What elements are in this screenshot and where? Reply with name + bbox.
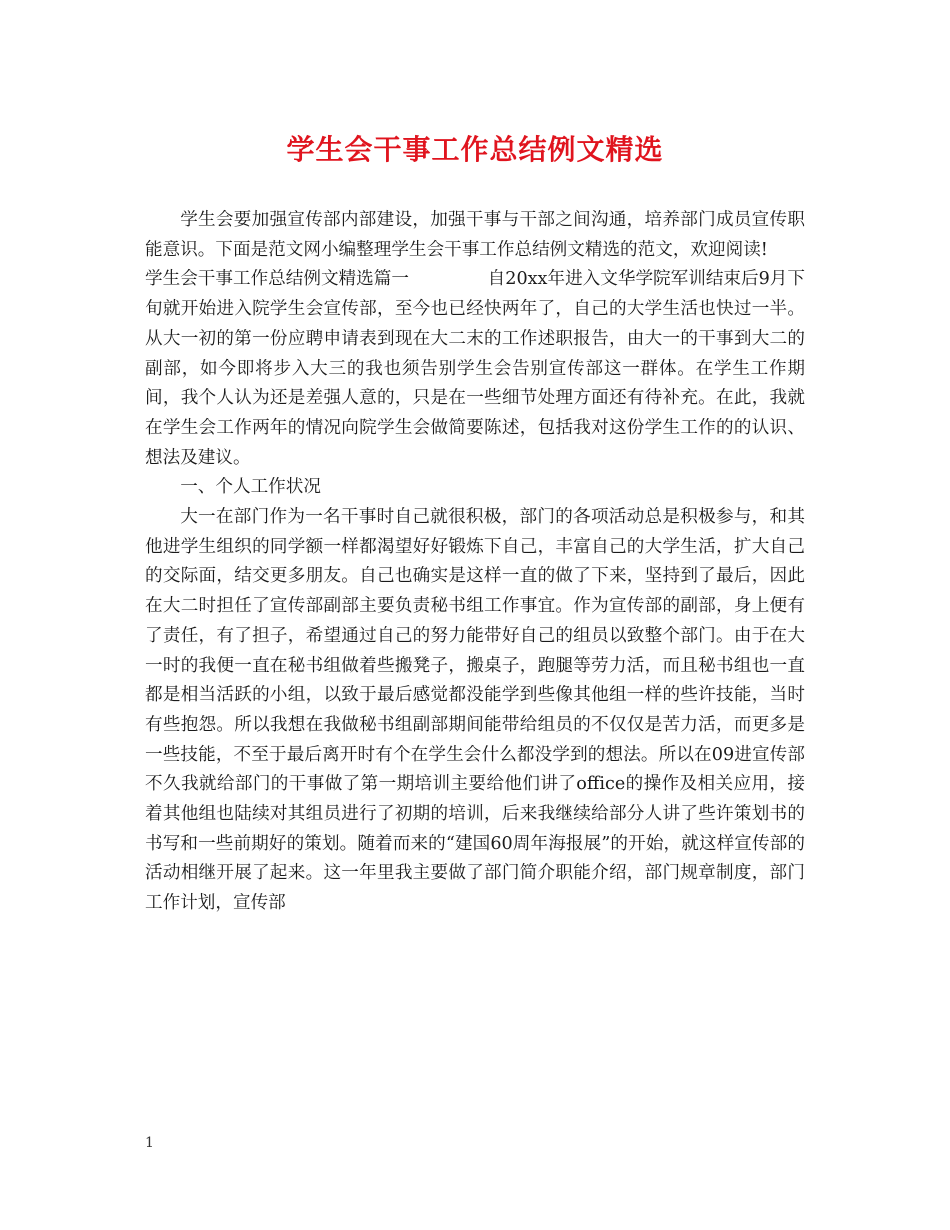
intro-paragraph: 学生会要加强宣传部内部建设，加强干事与干部之间沟通，培养部门成员宣传职能意识。下面是范文网小编整理学生会干事工作总结例文精选的范文，欢迎阅读! — [145, 210, 805, 260]
section-paragraph: 旬就开始进入院学生会宣传部，至今也已经快两年了，自己的大学生活也快过一半。从大一初的第一份应聘申请表到现在大二末的工作述职报告，由大一的干事到大二的副部，如今即将步入大三的我也须告别学生会告别宣传部这一群体。在学生工作期间，我个人认为还是差强人意的，只是在一些细节处理方面还有待补充。在此，我就在学生会工作两年的情况向院学生会做简要陈述，包括我对这份学生工作的的认识、想法及建议。 — [145, 299, 805, 468]
section-title: 学生会干事工作总结例文精选篇一 — [145, 269, 409, 290]
subheading: 一、个人工作状况 — [180, 477, 321, 498]
body-paragraph-2: 大一在部门作为一名干事时自己就很积极，部门的各项活动总是积极参与，和其他进学生组织的同学额一样都渴望好好锻炼下自己，丰富自己的大学生活，扩大自己的交际面，结交更多朋友。自己也确实是这样一直的做了下来，坚持到了最后，因此在大二时担任了宣传部副部主要负责秘书组工作事宜。作为宣传部的副部，身上便有了责任，有了担子，希望通过自己的努力能带好自己的组员以致整个部门。由于在大一时的我便一直在秘书组做着些搬凳子，搬桌子，跑腿等劳力活，而且秘书组也一直都是相当活跃的小组，以致于最后感觉都没能学到些像其他组一样的些许技能，当时有些抱怨。所以我想在我做秘书组副部期间能带给组员的不仅仅是苦力活，而更多是一些技能，不至于最后离开时有个在学生会什么都没学到的想法。所以在09进宣传部不久我就给部门的干事做了第一期培训主要给他们讲了office的操作及相关应用，接着其他组也陆续对其组员进行了初期的培训，后来我继续给部分人讲了些许策划书的书写和一些前期好的策划。随着而来的“建国60周年海报展”的开始，就这样宣传部的活动相继开展了起来。这一年里我主要做了部门简介职能介绍，部门规章制度，部门工作计划，宣传部 — [145, 507, 805, 914]
section-heading-row — [145, 265, 805, 295]
page-number: 1 — [145, 1135, 154, 1151]
section-first-words: 自20xx年进入文华学院军训结束后9月下 — [487, 269, 805, 290]
document-body — [145, 206, 805, 919]
document-title: 学生会干事工作总结例文精选 — [286, 133, 664, 166]
